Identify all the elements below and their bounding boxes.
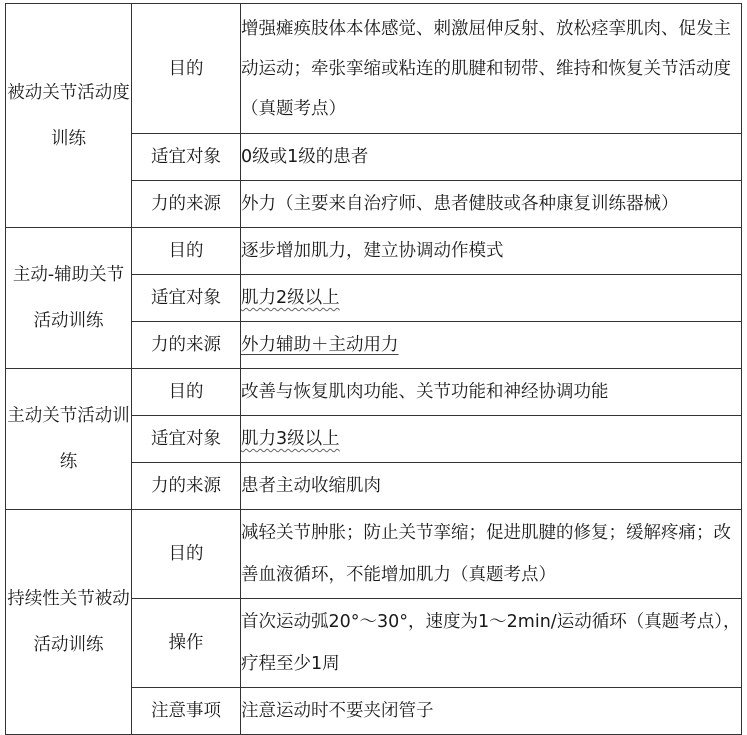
field-cell: 适宜对象 <box>132 275 241 322</box>
field-cell: 适宜对象 <box>132 134 241 181</box>
content-cell <box>241 416 742 463</box>
content-cell: 减轻关节肿胀；防止关节挛缩；促进肌腱的修复；缓解疼痛；改善血液循环，不能增加肌力（真题考点） <box>241 510 742 599</box>
table-row <box>6 510 742 599</box>
content-cell: 增强瘫痪肢体本体感觉、刺激屈伸反射、放松痉挛肌肉、促发主动运动；牵张挛缩或粘连的肌腱和韧带、维持和恢复关节活动度（真题考点） <box>241 4 742 134</box>
field-cell: 目的 <box>132 510 241 599</box>
group-cell: 被动关节活动度训练 <box>6 4 132 228</box>
field-cell: 力的来源 <box>132 181 241 228</box>
content-cell <box>241 322 742 369</box>
content-cell: 注意运动时不要夹闭管子 <box>241 688 742 735</box>
content-cell: 0级或1级的患者 <box>241 134 742 181</box>
content-cell: 外力（主要来自治疗师、患者健肢或各种康复训练器械） <box>241 181 742 228</box>
content-text: 肌力2级以上 <box>241 288 340 308</box>
field-cell: 注意事项 <box>132 688 241 735</box>
content-cell: 改善与恢复肌肉功能、关节功能和神经协调功能 <box>241 369 742 416</box>
table-row <box>6 369 742 416</box>
group-cell: 持续性关节被动活动训练 <box>6 510 132 735</box>
content-cell <box>241 275 742 322</box>
field-cell: 力的来源 <box>132 463 241 510</box>
content-text: 外力辅助＋主动用力 <box>241 335 399 355</box>
table-row <box>6 228 742 275</box>
field-cell: 目的 <box>132 369 241 416</box>
field-cell: 目的 <box>132 228 241 275</box>
content-cell: 逐步增加肌力，建立协调动作模式 <box>241 228 742 275</box>
group-cell: 主动关节活动训练 <box>6 369 132 510</box>
field-cell: 目的 <box>132 4 241 134</box>
content-cell: 首次运动弧20°～30°，速度为1～2min/运动循环（真题考点），疗程至少1周 <box>241 599 742 688</box>
training-table <box>5 3 742 735</box>
field-cell: 适宜对象 <box>132 416 241 463</box>
group-cell: 主动-辅助关节活动训练 <box>6 228 132 369</box>
content-cell: 患者主动收缩肌肉 <box>241 463 742 510</box>
content-text: 肌力3级以上 <box>241 429 340 449</box>
table-row <box>6 4 742 134</box>
field-cell: 力的来源 <box>132 322 241 369</box>
field-cell: 操作 <box>132 599 241 688</box>
